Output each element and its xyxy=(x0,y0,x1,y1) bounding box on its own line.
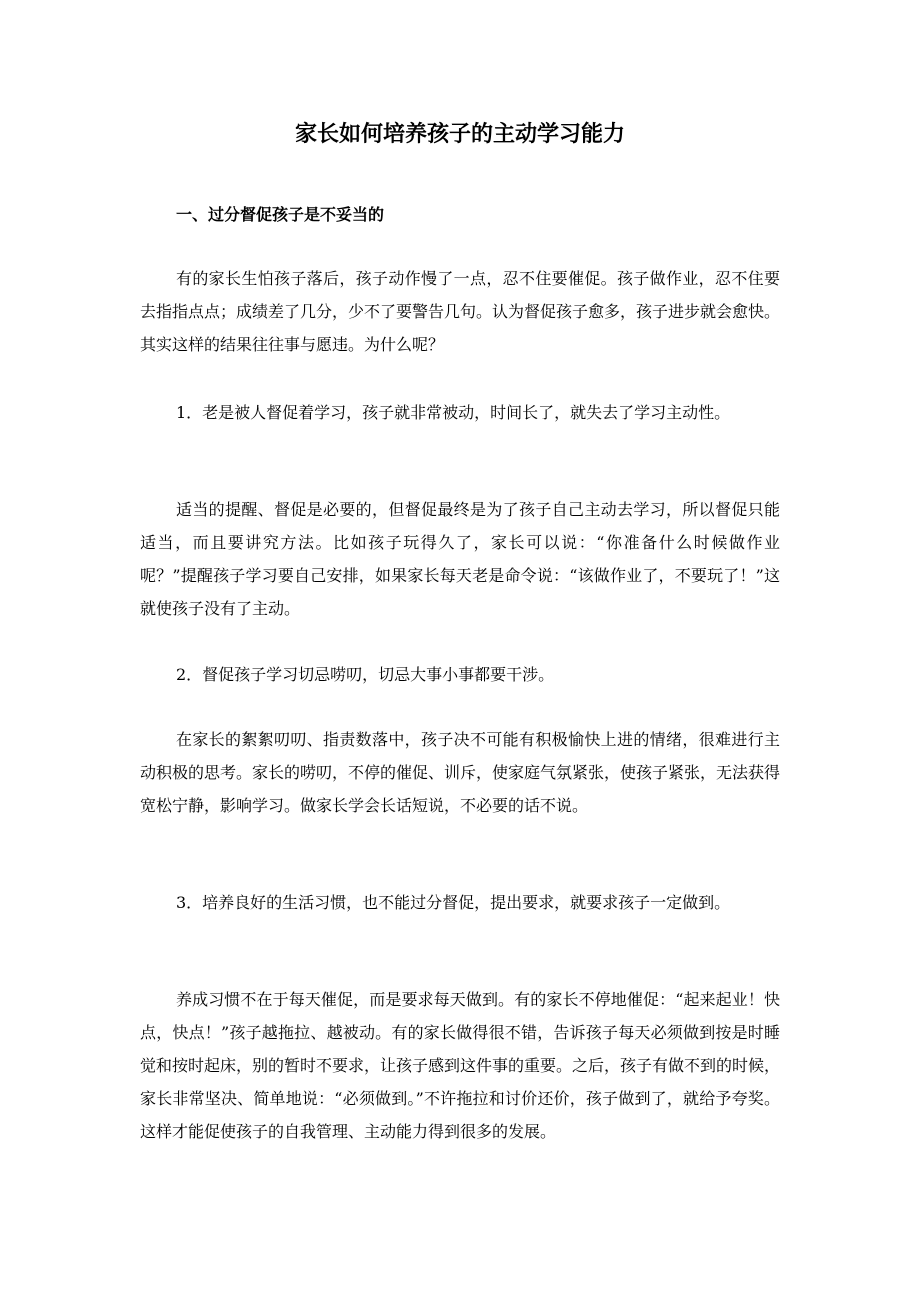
paragraph-point-1-detail: 适当的提醒、督促是必要的，但督促最终是为了孩子自己主动去学习，所以督促只能适当，而且要讲究方法。比如孩子玩得久了，家长可以说：“你准备什么时候做作业呢？”提醒孩子学习要自己安排，如果家长每天老是命令说：“该做作业了，不要玩了！”这就使孩子没有了主动。 xyxy=(140,500,780,618)
section-heading: 一、过分督促孩子是不妥当的 xyxy=(176,205,385,224)
paragraph-point-3: 3．培养良好的生活习惯，也不能过分督促，提出要求，就要求孩子一定做到。 xyxy=(176,893,731,912)
paragraph-point-1: 1．老是被人督促着学习，孩子就非常被动，时间长了，就失去了学习主动性。 xyxy=(176,403,731,422)
document-title: 家长如何培养孩子的主动学习能力 xyxy=(294,122,625,147)
paragraph-point-3-detail: 养成习惯不在于每天催促，而是要求每天做到。有的家长不停地催促：“起来起业！快点，快点！”孩子越拖拉、越被动。有的家长做得很不错，告诉孩子每天必须做到按是时睡觉和按时起床，别的暂时不要求，让孩子感到这件事的重要。之后，孩子有做不到的时候，家长非常坚决、简单地说：“必须做到。”不许拖拉和讨价还价，孩子做到了，就给予夸奖。这样才能促使孩子的自我管理、主动能力得到很多的发展。 xyxy=(140,990,781,1141)
paragraph-point-2-detail: 在家长的絮絮叨叨、指责数落中，孩子决不可能有积极愉快上进的情绪，很难进行主动积极的思考。家长的唠叨，不停的催促、训斥，使家庭气氛紧张，使孩子紧张，无法获得宽松宁静，影响学习。做家长学会长话短说，不必要的话不说。 xyxy=(140,730,781,815)
paragraph-point-2: 2．督促孩子学习切忌唠叨，切忌大事小事都要干涉。 xyxy=(176,665,555,684)
paragraph-intro: 有的家长生怕孩子落后，孩子动作慢了一点，忍不住要催促。孩子做作业，忍不住要去指指点点；成绩差了几分，少不了要警告几句。认为督促孩子愈多，孩子进步就会愈快。其实这样的结果往往事与愿违。为什么呢？ xyxy=(140,269,781,354)
